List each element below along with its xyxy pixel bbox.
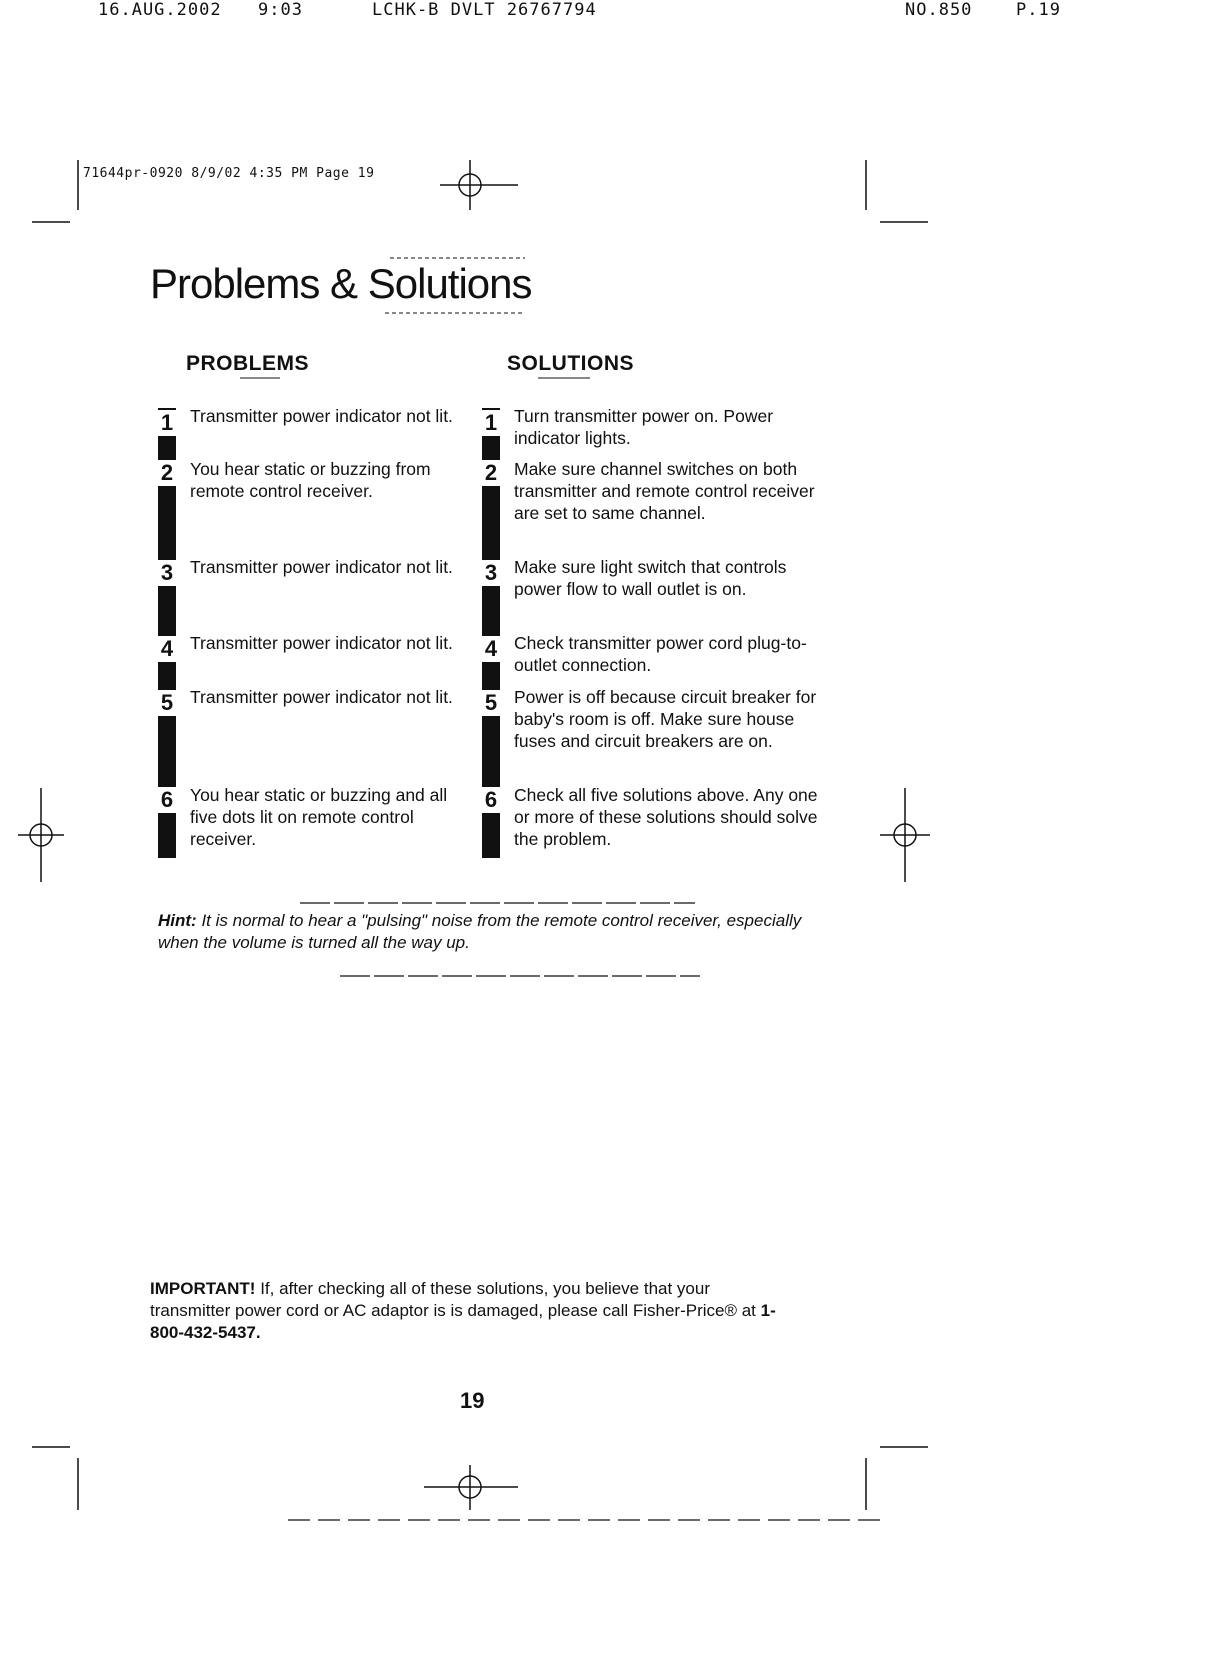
problem-number: 2 xyxy=(157,460,177,486)
problem-number: 5 xyxy=(157,690,177,716)
solution-number: 5 xyxy=(481,690,501,716)
hint-note xyxy=(158,910,808,954)
problem-text: You hear static or buzzing from remote control receiver. xyxy=(190,459,431,501)
solution-text: Make sure channel switches on both transmitter and remote control receiver are set to same channel. xyxy=(514,459,815,523)
important-text: If, after checking all of these solutions, you believe that your transmitter power cord or AC adaptor is is damaged, please call Fisher-Price® at xyxy=(150,1279,756,1320)
solution-text: Power is off because circuit breaker for baby's room is off. Make sure house fuses and circuit breakers are on. xyxy=(514,687,817,751)
printer-slug: 71644pr-0920 8/9/02 4:35 PM Page 19 xyxy=(83,166,375,181)
problem-number: 3 xyxy=(157,560,177,586)
fax-page: P.19 xyxy=(1016,0,1061,20)
problem-number: 1 xyxy=(157,410,177,436)
solution-text: Turn transmitter power on. Power indicator lights. xyxy=(514,406,774,448)
page-number: 19 xyxy=(460,1388,485,1413)
problem-text: Transmitter power indicator not lit. xyxy=(190,633,453,653)
important-label: IMPORTANT! xyxy=(150,1279,256,1298)
solution-text: Check all five solutions above. Any one or more of these solutions should solve the problem. xyxy=(514,785,818,849)
hint-text: It is normal to hear a "pulsing" noise from the remote control receiver, especially when the volume is turned all the way up. xyxy=(158,911,802,952)
solution-number: 3 xyxy=(481,560,501,586)
hint-label: Hint: xyxy=(158,911,197,930)
fax-date: 16.AUG.2002 xyxy=(98,0,222,20)
fax-number: NO.850 xyxy=(905,0,973,20)
problem-text: Transmitter power indicator not lit. xyxy=(190,687,453,707)
support-phone: 1-800-432-5437. xyxy=(150,1301,776,1342)
problems-heading: PROBLEMS xyxy=(186,352,310,375)
problem-number: 4 xyxy=(157,636,177,662)
problem-text: You hear static or buzzing and all five dots lit on remote control receiver. xyxy=(190,785,448,849)
problem-text: Transmitter power indicator not lit. xyxy=(190,406,453,426)
problem-text: Transmitter power indicator not lit. xyxy=(190,557,453,577)
fax-time: 9:03 xyxy=(258,0,303,20)
solution-number: 2 xyxy=(481,460,501,486)
solution-number: 4 xyxy=(481,636,501,662)
solution-text: Check transmitter power cord plug-to-outlet connection. xyxy=(514,633,807,675)
problem-number: 6 xyxy=(157,787,177,813)
solution-text: Make sure light switch that controls power flow to wall outlet is on. xyxy=(514,557,787,599)
fax-header xyxy=(0,0,1220,30)
page-title: Problems & Solutions xyxy=(150,260,532,307)
important-note xyxy=(150,1278,790,1344)
fax-sender-id: LCHK-B DVLT 26767794 xyxy=(372,0,597,20)
solutions-heading: SOLUTIONS xyxy=(507,352,635,375)
solution-number: 6 xyxy=(481,787,501,813)
solution-number: 1 xyxy=(481,410,501,436)
